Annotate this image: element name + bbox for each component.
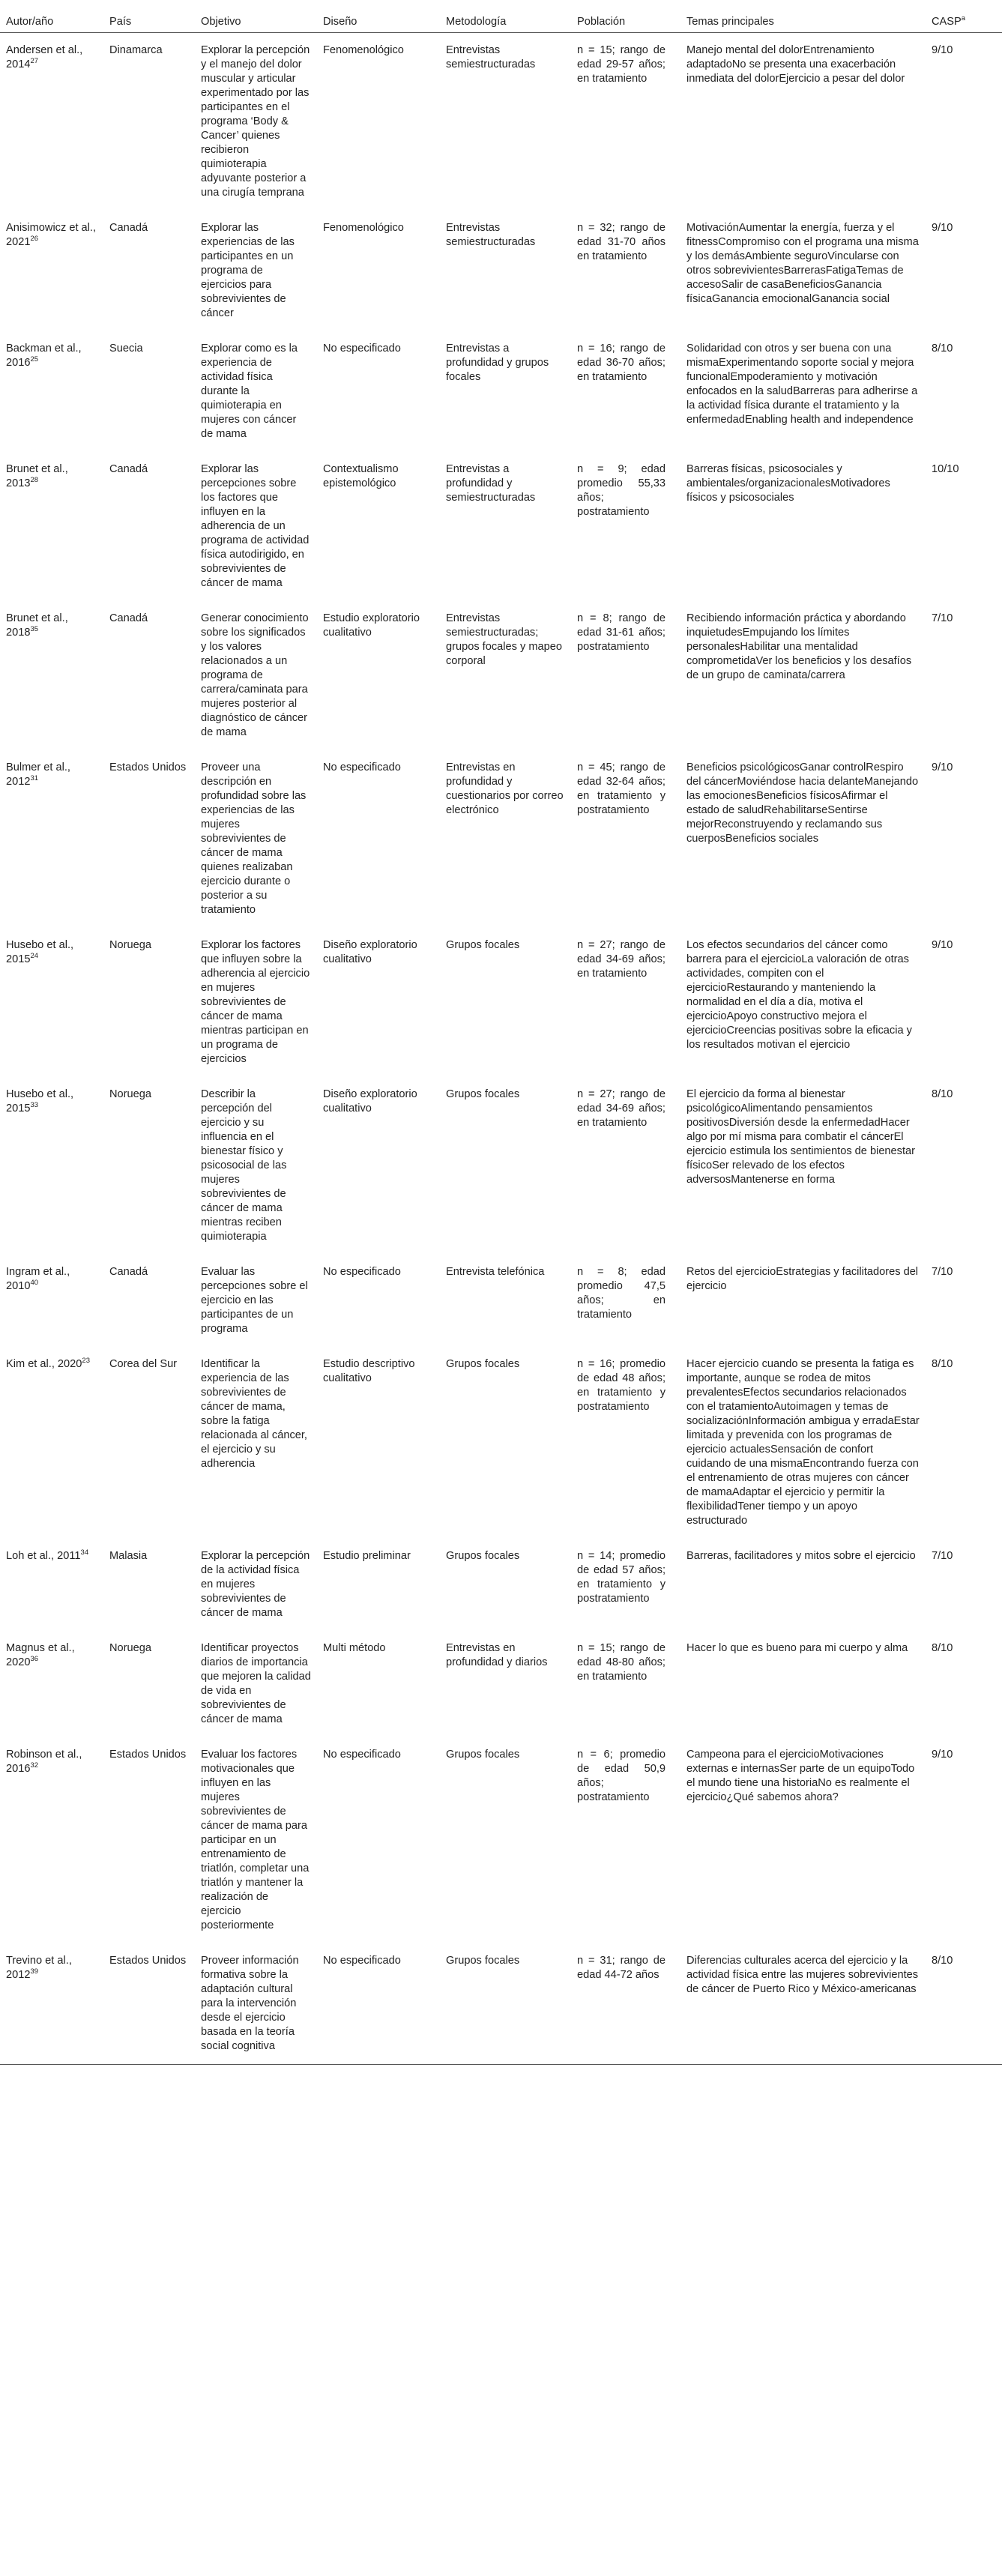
objective-cell <box>195 1347 317 1539</box>
objective-cell-text: Identificar la experiencia de las sobrevivientes de cáncer de mama, sobre la fatiga relacionada al cáncer, el ejercicio y su adherencia <box>201 1358 307 1470</box>
country-cell <box>103 928 195 1077</box>
table-row <box>0 928 1002 1077</box>
population-cell <box>571 452 680 601</box>
reference-number: 25 <box>30 355 39 364</box>
population-cell-text: n = 27; rango de edad 34-69 años; en tratamiento <box>577 1088 666 1129</box>
methodology-cell-text: Entrevistas en profundidad y cuestionarios por correo electrónico <box>446 761 564 816</box>
header-population: Población <box>571 4 680 33</box>
author-cell <box>0 601 103 750</box>
design-cell <box>317 750 440 928</box>
methodology-cell <box>440 1347 571 1539</box>
themes-cell-text: Hacer lo que es bueno para mi cuerpo y alma <box>686 1642 908 1654</box>
design-cell-text: No especificado <box>323 1749 401 1761</box>
objective-cell <box>195 750 317 928</box>
header-themes: Temas principales <box>680 4 926 33</box>
country-cell <box>103 1077 195 1255</box>
population-cell-text: n = 6; promedio de edad 50,9 años; postratamiento <box>577 1749 666 1803</box>
casp-cell <box>926 211 1002 331</box>
design-cell-text: Diseño exploratorio cualitativo <box>323 1088 417 1114</box>
country-cell <box>103 1737 195 1943</box>
casp-cell <box>926 1077 1002 1255</box>
themes-cell <box>680 1347 926 1539</box>
design-cell-text: Estudio exploratorio cualitativo <box>323 612 420 639</box>
header-objective: Objetivo <box>195 4 317 33</box>
population-cell-text: n = 45; rango de edad 32-64 años; en tratamiento y postratamiento <box>577 761 666 816</box>
themes-cell <box>680 33 926 211</box>
objective-cell <box>195 1077 317 1255</box>
objective-cell <box>195 1539 317 1631</box>
design-cell <box>317 331 440 452</box>
reference-number: 26 <box>30 235 39 244</box>
objective-cell <box>195 1737 317 1943</box>
objective-cell <box>195 1943 317 2065</box>
author-cell <box>0 211 103 331</box>
design-cell-text: Estudio descriptivo cualitativo <box>323 1358 415 1384</box>
themes-cell <box>680 452 926 601</box>
casp-cell-text: 9/10 <box>932 761 953 773</box>
header-methodology: Metodología <box>440 4 571 33</box>
table-row <box>0 1737 1002 1943</box>
methodology-cell <box>440 331 571 452</box>
design-cell-text: No especificado <box>323 343 401 355</box>
reference-number: 39 <box>30 1967 39 1976</box>
objective-cell-text: Evaluar los factores motivacionales que influyen en las mujeres sobrevivientes de cáncer de mama para participar en un entrenamiento de triatlón, completar una triatlón y mantener la realización de ejercicio posteriormente <box>201 1749 310 1931</box>
objective-cell-text: Describir la percepción del ejercicio y su influencia en el bienestar físico y psicosocial de las mujeres sobrevivientes de cáncer de mama mientras reciben quimioterapia <box>201 1088 287 1243</box>
reference-number: 24 <box>30 952 39 961</box>
objective-cell-text: Evaluar las percepciones sobre el ejercicio en las participantes de un programa <box>201 1266 308 1335</box>
country-cell-text: Malasia <box>109 1550 148 1562</box>
population-cell-text: n = 14; promedio de edad 57 años; en tratamiento y postratamiento <box>577 1550 666 1605</box>
themes-cell-text: MotivaciónAumentar la energía, fuerza y el fitnessCompromiso con el programa una misma y los demásAmbiente seguroVincularse con otros sobrevivientesBarrerasFatigaTemas de accesoSalir de casaBeneficiosGanancia físicaGanancia emocionalGanancia social <box>686 222 919 305</box>
table-row <box>0 331 1002 452</box>
methodology-cell <box>440 33 571 211</box>
casp-cell-text: 8/10 <box>932 1642 953 1654</box>
country-cell-text: Canadá <box>109 1266 148 1278</box>
population-cell <box>571 1347 680 1539</box>
studies-table <box>0 4 1002 2065</box>
header-design: Diseño <box>317 4 440 33</box>
casp-cell-text: 8/10 <box>932 1358 953 1370</box>
author-cell <box>0 452 103 601</box>
country-cell <box>103 1943 195 2065</box>
table-row <box>0 1539 1002 1631</box>
methodology-cell <box>440 750 571 928</box>
table-row <box>0 211 1002 331</box>
design-cell <box>317 1943 440 2065</box>
table-row <box>0 33 1002 211</box>
population-cell <box>571 1737 680 1943</box>
design-cell <box>317 1539 440 1631</box>
casp-cell-text: 9/10 <box>932 939 953 951</box>
population-cell-text: n = 27; rango de edad 34-69 años; en tratamiento <box>577 939 666 980</box>
population-cell <box>571 1077 680 1255</box>
header-casp-footnote: a <box>961 14 966 23</box>
themes-cell-text: Hacer ejercicio cuando se presenta la fatiga es importante, aunque se rodea de mitos prevalentesEfectos secundarios relacionados con el tratamientoAutoimagen y temas de socializaciónInformación ambigua y erradaEstar limitada y prevenida con los programas de ejercicio actualesSensación de confort cuidando de una mismaEncontrando fuerza con el entrenamiento de otras mujeres con cáncer de mamaAdaptar el ejercicio y permitir la flexibilidadTener tiempo y un apoyo estructurado <box>686 1358 920 1527</box>
themes-cell-text: Los efectos secundarios del cáncer como barrera para el ejercicioLa valoración de otras actividades, compiten con el ejercicioRestaurando y manteniendo la normalidad en el día a día, motiva el ejercicioApoyo constructivo mejora el ejercicioCreencias positivas sobre la eficacia y los resultados motivan el ejercicio <box>686 939 912 1051</box>
themes-cell <box>680 1737 926 1943</box>
author-cell-text: Trevino et al., 2012 <box>6 1955 72 1981</box>
table-row <box>0 1255 1002 1347</box>
themes-cell <box>680 928 926 1077</box>
methodology-cell-text: Grupos focales <box>446 1550 520 1562</box>
methodology-cell-text: Grupos focales <box>446 1088 520 1100</box>
population-cell <box>571 601 680 750</box>
casp-cell <box>926 452 1002 601</box>
country-cell-text: Estados Unidos <box>109 1955 187 1967</box>
objective-cell-text: Explorar la percepción de la actividad física en mujeres sobrevivientes de cáncer de mama <box>201 1550 310 1619</box>
casp-cell <box>926 33 1002 211</box>
methodology-cell-text: Entrevistas en profundidad y diarios <box>446 1642 548 1668</box>
reference-number: 27 <box>30 57 39 66</box>
themes-cell <box>680 750 926 928</box>
themes-cell <box>680 1539 926 1631</box>
population-cell-text: n = 15; rango de edad 48-80 años; en tratamiento <box>577 1642 666 1683</box>
objective-cell-text: Proveer una descripción en profundidad sobre las experiencias de las mujeres sobrevivientes de cáncer de mama quienes realizaban ejercicio durante o posterior a su tratamiento <box>201 761 307 916</box>
table-header <box>0 4 1002 33</box>
objective-cell <box>195 331 317 452</box>
table-row <box>0 1347 1002 1539</box>
objective-cell-text: Explorar los factores que influyen sobre la adherencia al ejercicio en mujeres sobrevivientes de cáncer de mama mientras participan en un programa de ejercicios <box>201 939 310 1065</box>
country-cell-text: Dinamarca <box>109 44 163 56</box>
methodology-cell <box>440 1943 571 2065</box>
casp-cell <box>926 1943 1002 2065</box>
methodology-cell <box>440 211 571 331</box>
methodology-cell-text: Entrevistas semiestructuradas <box>446 44 536 70</box>
reference-number: 23 <box>82 1357 90 1366</box>
population-cell-text: n = 8; edad promedio 47,5 años; en tratamiento <box>577 1266 666 1321</box>
country-cell <box>103 750 195 928</box>
methodology-cell <box>440 1539 571 1631</box>
author-cell <box>0 331 103 452</box>
reference-number: 34 <box>80 1548 89 1557</box>
casp-cell <box>926 1737 1002 1943</box>
methodology-cell <box>440 928 571 1077</box>
casp-cell-text: 7/10 <box>932 612 953 624</box>
objective-cell-text: Generar conocimiento sobre los significados y los valores relacionados a un programa de carrera/caminata para mujeres posterior al diagnóstico de cáncer de mama <box>201 612 309 738</box>
methodology-cell-text: Entrevistas semiestructuradas <box>446 222 536 248</box>
objective-cell <box>195 33 317 211</box>
methodology-cell <box>440 1737 571 1943</box>
author-cell-text: Andersen et al., 2014 <box>6 44 83 70</box>
themes-cell-text: El ejercicio da forma al bienestar psicológicoAlimentando pensamientos positivosDiversión desde la enfermedadHacer algo por mí misma para combatir el cáncerEl ejercicio estimula los sentimientos de bienestar físicoSer relevado de los efectos adversosMantenerse en forma <box>686 1088 915 1186</box>
methodology-cell-text: Entrevista telefónica <box>446 1266 545 1278</box>
author-cell <box>0 1539 103 1631</box>
design-cell-text: Estudio preliminar <box>323 1550 411 1562</box>
author-cell-text: Anisimowicz et al., 2021 <box>6 222 97 248</box>
population-cell-text: n = 31; rango de edad 44-72 años <box>577 1955 666 1981</box>
author-cell-text: Husebo et al., 2015 <box>6 1088 74 1114</box>
design-cell-text: Contextualismo epistemológico <box>323 463 399 489</box>
design-cell <box>317 928 440 1077</box>
author-cell <box>0 1077 103 1255</box>
casp-cell-text: 8/10 <box>932 1955 953 1967</box>
objective-cell-text: Proveer información formativa sobre la adaptación cultural para la intervención desde el ejercicio basada en la teoría social cognitiva <box>201 1955 299 2052</box>
casp-cell-text: 7/10 <box>932 1550 953 1562</box>
casp-cell <box>926 1631 1002 1737</box>
themes-cell <box>680 1943 926 2065</box>
table-row <box>0 1943 1002 2065</box>
themes-cell-text: Retos del ejercicioEstrategias y facilitadores del ejercicio <box>686 1266 919 1292</box>
table-row <box>0 452 1002 601</box>
themes-cell <box>680 1255 926 1347</box>
country-cell-text: Estados Unidos <box>109 1749 187 1761</box>
methodology-cell-text: Grupos focales <box>446 1358 520 1370</box>
methodology-cell-text: Grupos focales <box>446 1955 520 1967</box>
country-cell-text: Suecia <box>109 343 143 355</box>
casp-cell-text: 10/10 <box>932 463 959 475</box>
objective-cell <box>195 601 317 750</box>
table-body <box>0 33 1002 2065</box>
reference-number: 31 <box>30 774 39 783</box>
header-casp-label: CASP <box>932 16 962 28</box>
country-cell <box>103 1631 195 1737</box>
author-cell-text: Robinson et al., 2016 <box>6 1749 82 1775</box>
objective-cell <box>195 928 317 1077</box>
casp-cell <box>926 928 1002 1077</box>
objective-cell <box>195 1631 317 1737</box>
casp-cell <box>926 1347 1002 1539</box>
themes-cell-text: Beneficios psicológicosGanar controlRespiro del cáncerMoviéndose hacia delanteManejando las emocionesBeneficios físicosAfirmar el estado de saludRehabilitarseSentirse mejorReconstruyendo y reclamando sus cuerposBeneficios sociales <box>686 761 919 845</box>
table-row <box>0 601 1002 750</box>
population-cell <box>571 928 680 1077</box>
design-cell <box>317 601 440 750</box>
author-cell-text: Bulmer et al., 2012 <box>6 761 70 788</box>
design-cell <box>317 1255 440 1347</box>
objective-cell-text: Explorar las percepciones sobre los factores que influyen en la adherencia de un programa de actividad física autodirigido, en sobrevivientes de cáncer de mama <box>201 463 310 589</box>
design-cell-text: No especificado <box>323 761 401 773</box>
casp-cell-text: 7/10 <box>932 1266 953 1278</box>
population-cell <box>571 1943 680 2065</box>
design-cell <box>317 1347 440 1539</box>
table-row <box>0 1631 1002 1737</box>
author-cell <box>0 928 103 1077</box>
population-cell <box>571 750 680 928</box>
methodology-cell-text: Entrevistas a profundidad y grupos focales <box>446 343 549 383</box>
design-cell-text: No especificado <box>323 1266 401 1278</box>
country-cell <box>103 1347 195 1539</box>
author-cell <box>0 750 103 928</box>
design-cell-text: No especificado <box>323 1955 401 1967</box>
population-cell <box>571 211 680 331</box>
themes-cell <box>680 211 926 331</box>
reference-number: 33 <box>30 1101 39 1110</box>
header-row <box>0 4 1002 33</box>
design-cell-text: Fenomenológico <box>323 222 404 234</box>
table-row <box>0 1077 1002 1255</box>
design-cell-text: Fenomenológico <box>323 44 404 56</box>
methodology-cell <box>440 1077 571 1255</box>
author-cell <box>0 33 103 211</box>
themes-cell-text: Recibiendo información práctica y abordando inquietudesEmpujando los límites personalesHabilitar una mentalidad comprometidaVer los beneficios y los desafíos de un grupo de caminata/carrera <box>686 612 912 681</box>
casp-cell-text: 8/10 <box>932 343 953 355</box>
themes-cell <box>680 1077 926 1255</box>
design-cell-text: Multi método <box>323 1642 386 1654</box>
population-cell-text: n = 16; promedio de edad 48 años; en tratamiento y postratamiento <box>577 1358 666 1413</box>
author-cell-text: Ingram et al., 2010 <box>6 1266 70 1292</box>
country-cell-text: Estados Unidos <box>109 761 187 773</box>
reference-number: 28 <box>30 476 39 485</box>
table-row <box>0 750 1002 928</box>
themes-cell-text: Solidaridad con otros y ser buena con una mismaExperimentando soporte social y mejora funcionalEmpoderamiento y motivación enfocados en la saludBarreras para adherirse a la actividad física durante el tratamiento y la enfermedadEnabling health and independence <box>686 343 918 426</box>
population-cell-text: n = 32; rango de edad 31-70 años en tratamiento <box>577 222 666 262</box>
casp-cell <box>926 750 1002 928</box>
country-cell <box>103 452 195 601</box>
author-cell <box>0 1255 103 1347</box>
themes-cell-text: Manejo mental del dolorEntrenamiento adaptadoNo se presenta una exacerbación inmediata del dolorEjercicio a pesar del dolor <box>686 44 905 85</box>
population-cell-text: n = 9; edad promedio 55,33 años; postratamiento <box>577 463 666 518</box>
design-cell <box>317 1631 440 1737</box>
casp-cell <box>926 331 1002 452</box>
population-cell-text: n = 8; rango de edad 31-61 años; postratamiento <box>577 612 666 653</box>
casp-cell-text: 9/10 <box>932 222 953 234</box>
author-cell-text: Brunet et al., 2018 <box>6 612 68 639</box>
country-cell <box>103 601 195 750</box>
objective-cell <box>195 1255 317 1347</box>
author-cell-text: Loh et al., 2011 <box>6 1550 81 1562</box>
themes-cell <box>680 1631 926 1737</box>
country-cell <box>103 331 195 452</box>
country-cell-text: Canadá <box>109 612 148 624</box>
population-cell <box>571 331 680 452</box>
casp-cell <box>926 1255 1002 1347</box>
casp-cell-text: 8/10 <box>932 1088 953 1100</box>
reference-number: 40 <box>30 1279 39 1288</box>
author-cell-text: Backman et al., 2016 <box>6 343 82 369</box>
methodology-cell <box>440 452 571 601</box>
themes-cell <box>680 331 926 452</box>
objective-cell-text: Identificar proyectos diarios de importancia que mejoren la calidad de vida en sobrevivientes de cáncer de mama <box>201 1642 311 1725</box>
design-cell <box>317 1077 440 1255</box>
design-cell-text: Diseño exploratorio cualitativo <box>323 939 417 965</box>
objective-cell-text: Explorar las experiencias de las participantes en un programa de ejercicios para sobrevivientes de cáncer <box>201 222 295 319</box>
methodology-cell-text: Grupos focales <box>446 1749 520 1761</box>
population-cell <box>571 1255 680 1347</box>
author-cell-text: Brunet et al., 2013 <box>6 463 68 489</box>
population-cell <box>571 1539 680 1631</box>
author-cell <box>0 1347 103 1539</box>
design-cell <box>317 452 440 601</box>
header-author: Autor/año <box>0 4 103 33</box>
objective-cell-text: Explorar como es la experiencia de actividad física durante la quimioterapia en mujeres con cáncer de mama <box>201 343 298 440</box>
themes-cell-text: Barreras, facilitadores y mitos sobre el ejercicio <box>686 1550 916 1562</box>
population-cell-text: n = 16; rango de edad 36-70 años; en tratamiento <box>577 343 666 383</box>
population-cell <box>571 33 680 211</box>
methodology-cell-text: Entrevistas semiestructuradas; grupos focales y mapeo corporal <box>446 612 562 667</box>
population-cell-text: n = 15; rango de edad 29-57 años; en tratamiento <box>577 44 666 85</box>
methodology-cell <box>440 1255 571 1347</box>
themes-cell-text: Barreras físicas, psicosociales y ambientales/organizacionalesMotivadores físicos y psicosociales <box>686 463 890 504</box>
casp-cell-text: 9/10 <box>932 44 953 56</box>
country-cell <box>103 1255 195 1347</box>
methodology-cell <box>440 601 571 750</box>
methodology-cell-text: Grupos focales <box>446 939 520 951</box>
author-cell <box>0 1631 103 1737</box>
author-cell-text: Magnus et al., 2020 <box>6 1642 75 1668</box>
header-country: País <box>103 4 195 33</box>
casp-cell <box>926 601 1002 750</box>
population-cell <box>571 1631 680 1737</box>
reference-number: 32 <box>30 1761 39 1770</box>
themes-cell-text: Diferencias culturales acerca del ejercicio y la actividad física entre las mujeres sobrevivientes de cáncer de Puerto Rico y México-americanas <box>686 1955 919 1995</box>
design-cell <box>317 33 440 211</box>
objective-cell <box>195 211 317 331</box>
country-cell-text: Corea del Sur <box>109 1358 178 1370</box>
country-cell <box>103 1539 195 1631</box>
country-cell <box>103 33 195 211</box>
country-cell-text: Noruega <box>109 939 151 951</box>
design-cell <box>317 1737 440 1943</box>
reference-number: 36 <box>30 1655 39 1664</box>
author-cell-text: Husebo et al., 2015 <box>6 939 74 965</box>
country-cell-text: Noruega <box>109 1088 151 1100</box>
reference-number: 35 <box>30 625 39 634</box>
themes-cell-text: Campeona para el ejercicioMotivaciones externas e internasSer parte de un equipoTodo el mundo tiene una historiaNo es realmente el ejercicio¿Qué sabemos ahora? <box>686 1749 915 1803</box>
casp-cell-text: 9/10 <box>932 1749 953 1761</box>
author-cell-text: Kim et al., 2020 <box>6 1358 82 1370</box>
country-cell-text: Canadá <box>109 463 148 475</box>
themes-cell <box>680 601 926 750</box>
country-cell-text: Canadá <box>109 222 148 234</box>
author-cell <box>0 1943 103 2065</box>
author-cell <box>0 1737 103 1943</box>
casp-cell <box>926 1539 1002 1631</box>
methodology-cell-text: Entrevistas a profundidad y semiestructuradas <box>446 463 536 504</box>
country-cell <box>103 211 195 331</box>
design-cell <box>317 211 440 331</box>
objective-cell-text: Explorar la percepción y el manejo del dolor muscular y articular experimentado por las participantes en el programa ‘Body & Cancer’ quienes recibieron quimioterapia adyuvante posterior a una cirugía temprana <box>201 44 310 199</box>
methodology-cell <box>440 1631 571 1737</box>
objective-cell <box>195 452 317 601</box>
country-cell-text: Noruega <box>109 1642 151 1654</box>
header-casp <box>926 4 1002 33</box>
